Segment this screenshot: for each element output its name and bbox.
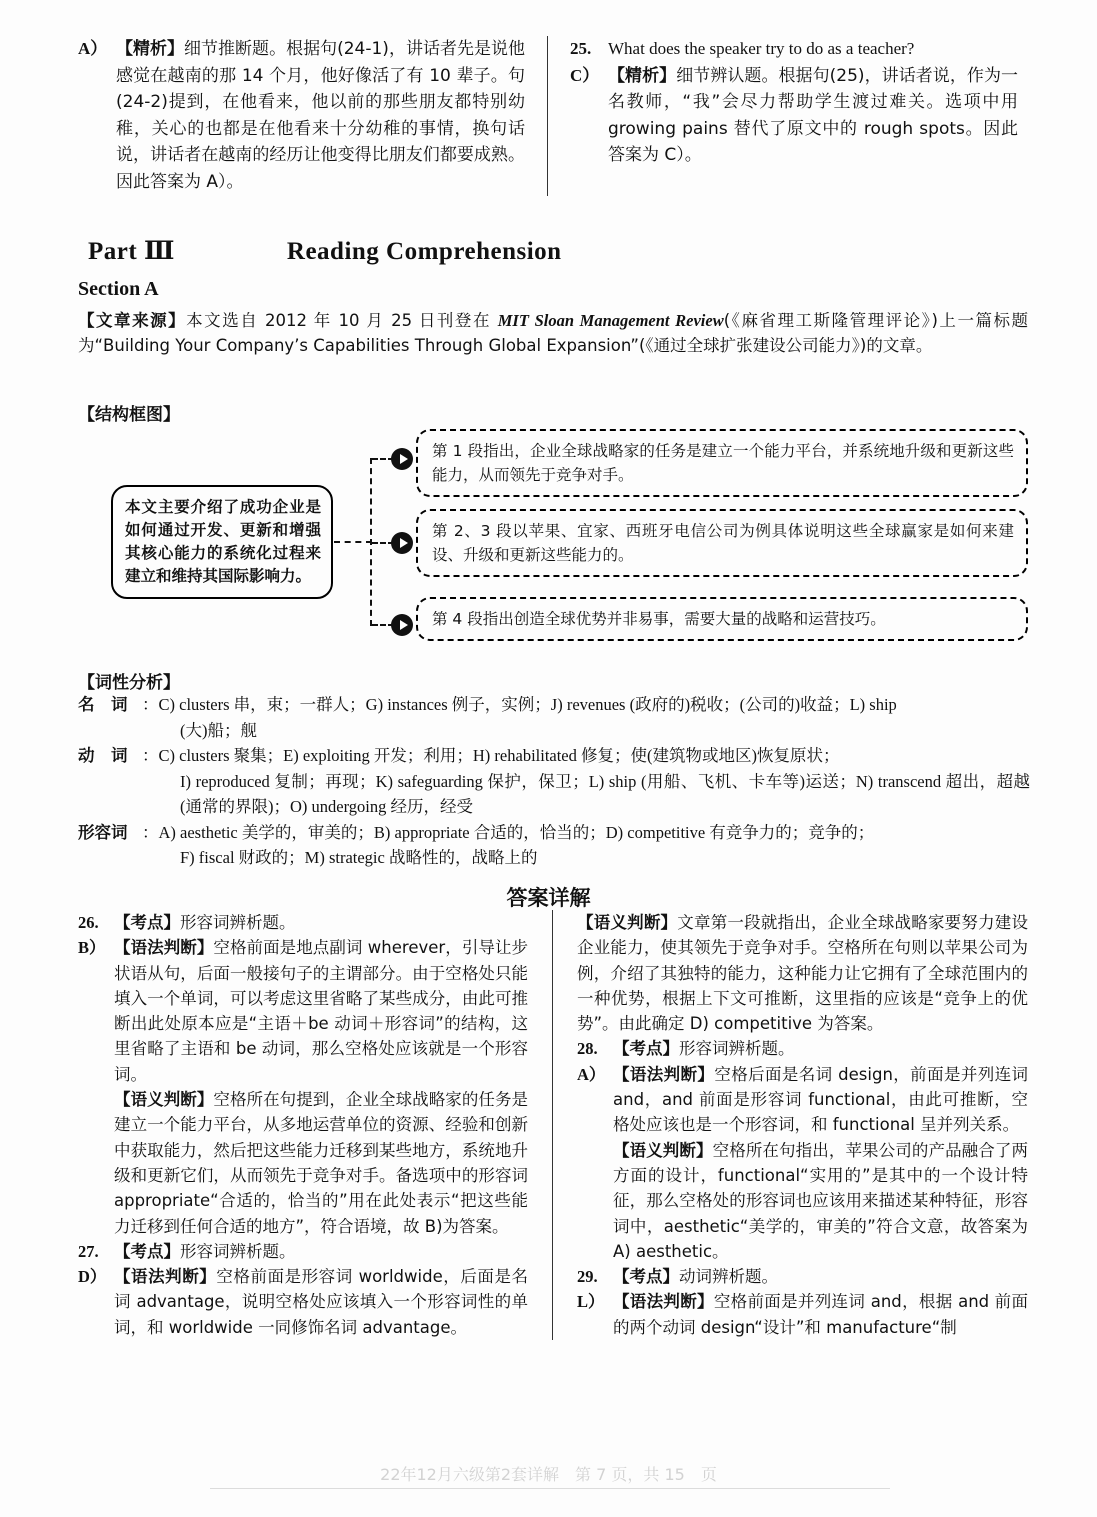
source-tag: 【文章来源】 — [78, 311, 187, 330]
explanation-tag: 【精析】 — [116, 39, 185, 59]
question-number: 25. — [570, 39, 592, 58]
grammar-text: 空格后面是名词 design，前面是并列连词 and，and 前面是形容词 functional，由此可推断，空格处应该也是一个形容词，和 functional 呈并列关系。 — [613, 1064, 1029, 1135]
answer-block-25 — [570, 63, 1018, 169]
answer-option-label: L） — [577, 1292, 605, 1312]
answer-point-26 — [78, 910, 528, 935]
diagram-branch-box-3: 第 4 段指出创造全球优势并非易事，需要大量的战略和运营技巧。 — [416, 597, 1028, 641]
semantic-tag: 【语义判断】 — [114, 1090, 214, 1110]
point-tag: 【考点】 — [114, 913, 180, 932]
semantic-text: 空格所在句指出，苹果公司的产品融合了两方面的设计，functional“实用的”是其中的一个设计特征，那么空格处的形容词也应该用来描述某种特征，形容词中，aesthetic“美学的，审美的”符合文意，故答案为 A) aesthetic。 — [613, 1140, 1029, 1261]
grammar-text: 空格前面是并列连词 and，根据 and 前面的两个动词 design“设计”和 manufacture“制 — [613, 1292, 1028, 1337]
answer-option-label: A） — [78, 39, 108, 58]
answer-explanation-27 — [78, 1264, 528, 1340]
answer-explanation-26 — [78, 935, 528, 1239]
pos-value-main: ：C) clusters 聚集；E) exploiting 开发；利用；H) rehabilitated 修复；使(建筑物或地区)恢复原状； — [142, 746, 840, 765]
diagram-main-box: 本文主要介绍了成功企业是如何通过开发、更新和增强其核心能力的系统化过程来建立和维持其国际影响力。 — [111, 485, 333, 599]
structure-diagram-label: 【结构框图】 — [78, 405, 180, 425]
point-text: 形容词辨析题。 — [180, 913, 296, 932]
explanation-text: 细节辨认题。根据句(25)，讲话者说，作为一名教师，“我”会尽力帮助学生渡过难关。选项中用 growing pains 替代了原文中的 rough spots。因此答案为 C）。 — [608, 65, 1018, 165]
part-heading — [88, 236, 988, 266]
source-before: 本文选自 2012 年 10 月 25 日刊登在 — [186, 311, 498, 330]
circle-right-arrow-icon — [391, 448, 413, 470]
pos-analysis-label: 【词性分析】 — [78, 673, 180, 693]
diagram-branch-box-2: 第 2、3 段以苹果、宜家、西班牙电信公司为例具体说明这些全球赢家是如何来建设、升级和更新这些能力的。 — [416, 509, 1028, 577]
explanation-tag: 【精析】 — [608, 65, 677, 86]
answer-block-24 — [78, 36, 525, 195]
answer-option-label: B） — [78, 938, 106, 958]
answer-explanation-26-continued — [577, 910, 1028, 1036]
question-25 — [570, 36, 1018, 62]
pos-key: 名 词 — [78, 695, 128, 714]
carryover-left-column — [78, 36, 548, 196]
grammar-tag: 【语法判断】 — [114, 1267, 217, 1287]
pos-row-verb — [78, 743, 1030, 820]
answer-explanation — [608, 63, 1018, 169]
semantic-text: 文章第一段就指出，企业全球战略家要努力建设企业能力，使其领先于竞争对手。空格所在句则以苹果公司为例，介绍了其独特的能力，这种能力让它拥有了全球范围内的一种优势，根据上下文可推断，这里指的应该是“竞争上的优势”。由此确定 D) competitive 为答案。 — [577, 913, 1029, 1034]
circle-right-arrow-icon — [391, 532, 413, 554]
pos-analysis-list — [78, 692, 1030, 871]
pos-value — [140, 743, 1030, 820]
pos-value-main: ：C) clusters 串，束；一群人；G) instances 例子，实例；J) revenues (政府的)税收；(公司的)收益；L) ship — [142, 695, 897, 714]
pos-value-continuation: F) fiscal 财政的；M) strategic 战略性的，战略上的 — [180, 848, 538, 867]
answers-columns — [78, 910, 1028, 1340]
carryover-right-column — [548, 36, 1018, 196]
circle-right-arrow-icon — [391, 614, 413, 636]
point-text: 形容词辨析题。 — [180, 1241, 296, 1261]
answer-point-28 — [577, 1036, 1028, 1061]
answers-right-column — [553, 910, 1028, 1340]
footer-divider — [210, 1488, 890, 1489]
diagram-branch-box-1: 第 1 段指出，企业全球战略家的任务是建立一个能力平台，并系统地升级和更新这些能力，从而领先于竞争对手。 — [416, 429, 1028, 497]
source-after: (《麻省理工斯隆管理评论》)上一篇标题为“Building Your Company’s Capabilities Through Global Expansion”(《通过全球扩张建设公司能力》)的文章。 — [78, 311, 1029, 355]
listening-answers-carryover — [78, 36, 1028, 196]
answer-explanation — [116, 36, 525, 195]
point-tag: 【考点】 — [613, 1039, 679, 1059]
semantic-tag: 【语义判断】 — [613, 1140, 713, 1160]
answer-point-27 — [78, 1239, 528, 1264]
pos-value — [140, 692, 1030, 743]
grammar-tag: 【语法判断】 — [114, 938, 214, 958]
part-label: Part Ⅲ — [88, 238, 175, 265]
pos-value-continuation: (大)船；舰 — [180, 720, 257, 740]
article-source-paragraph — [78, 308, 1028, 358]
question-number: 28. — [577, 1039, 598, 1059]
page-footer: 22年12月六级第2套详解 第 7 页，共 15 页 — [380, 1465, 717, 1484]
pos-row-adjective — [78, 820, 1030, 871]
question-number: 27. — [78, 1241, 99, 1261]
part-title: Reading Comprehension — [286, 238, 562, 265]
point-tag: 【考点】 — [613, 1267, 679, 1287]
point-tag: 【考点】 — [114, 1241, 180, 1261]
pos-key: 动 词 — [78, 746, 128, 765]
answer-option-label: A） — [577, 1064, 606, 1084]
pos-value — [140, 820, 1030, 871]
answer-point-29 — [577, 1264, 1028, 1289]
grammar-tag: 【语法判断】 — [613, 1292, 714, 1312]
structure-diagram — [78, 425, 1028, 655]
grammar-tag: 【语法判断】 — [613, 1064, 715, 1084]
answer-explanation-29 — [577, 1289, 1028, 1340]
question-number: 29. — [577, 1267, 598, 1287]
question-number: 26. — [78, 913, 99, 932]
pos-value-continuation: I) reproduced 复制；再现；K) safeguarding 保护，保卫；L) ship (用船、飞机、卡车等)运送；N) transcend 超出，超越(通常的界限)；O) undergoing 经历，经受 — [180, 771, 1030, 816]
answer-option-label: C） — [570, 65, 600, 85]
section-label: Section A — [78, 278, 159, 300]
grammar-text: 空格前面是形容词 worldwide，后面是名词 advantage，说明空格处应该填入一个形容词性的单词，和 worldwide 一同修饰名词 advantage。 — [114, 1267, 529, 1337]
connector-main-stub — [334, 541, 372, 543]
explanation-text: 细节推断题。根据句(24-1)，讲话者先是说他感觉在越南的那 14 个月，他好像活了有 10 辈子。句(24-2)提到，在他看来，他以前的那些朋友都特别幼稚，关心的也都是在他看来十分幼稚的事情，换句话说，讲话者在越南的经历让他变得比朋友们都要成熟。因此答案为 A）。 — [116, 39, 525, 192]
point-text: 动词辨析题。 — [679, 1267, 778, 1287]
semantic-tag: 【语义判断】 — [577, 913, 678, 932]
grammar-text: 空格前面是地点副词 wherever，引导让步状语从句，后面一般接句子的主谓部分。由于空格处只能填入一个单词，可以考虑这里省略了某些成分，由此可推断出此处原本应是“主语＋be 动词＋形容词”的结构，这里省略了主语和 be 动词，那么空格处应该就是一个形容词。 — [114, 938, 529, 1084]
source-journal-title: MIT Sloan Management Review — [497, 311, 724, 330]
semantic-text: 空格所在句提到，企业全球战略家的任务是建立一个能力平台，从多地运营单位的资源、经验和创新中获取能力，然后把这些能力迁移到某些地方，系统地升级和更新它们，从而领先于竞争对手。备选项中的形容词 appropriate“合适的，恰当的”用在此处表示“把这些能力迁移到任何合适的地方”，符合语境，故 B)为答案。 — [114, 1090, 528, 1236]
point-text: 形容词辨析题。 — [679, 1039, 795, 1059]
question-text: What does the speaker try to do as a teacher? — [608, 39, 915, 58]
answer-option-label: D） — [78, 1267, 107, 1287]
answers-left-column — [78, 910, 553, 1340]
pos-value-main: ：A) aesthetic 美学的，审美的；B) appropriate 合适的，恰当的；D) competitive 有竞争力的；竞争的； — [142, 822, 875, 842]
pos-key: 形容词 — [78, 822, 128, 842]
answers-heading: 答案详解 — [506, 886, 591, 910]
pos-row-noun — [78, 692, 1030, 743]
answer-explanation-28 — [577, 1062, 1028, 1264]
